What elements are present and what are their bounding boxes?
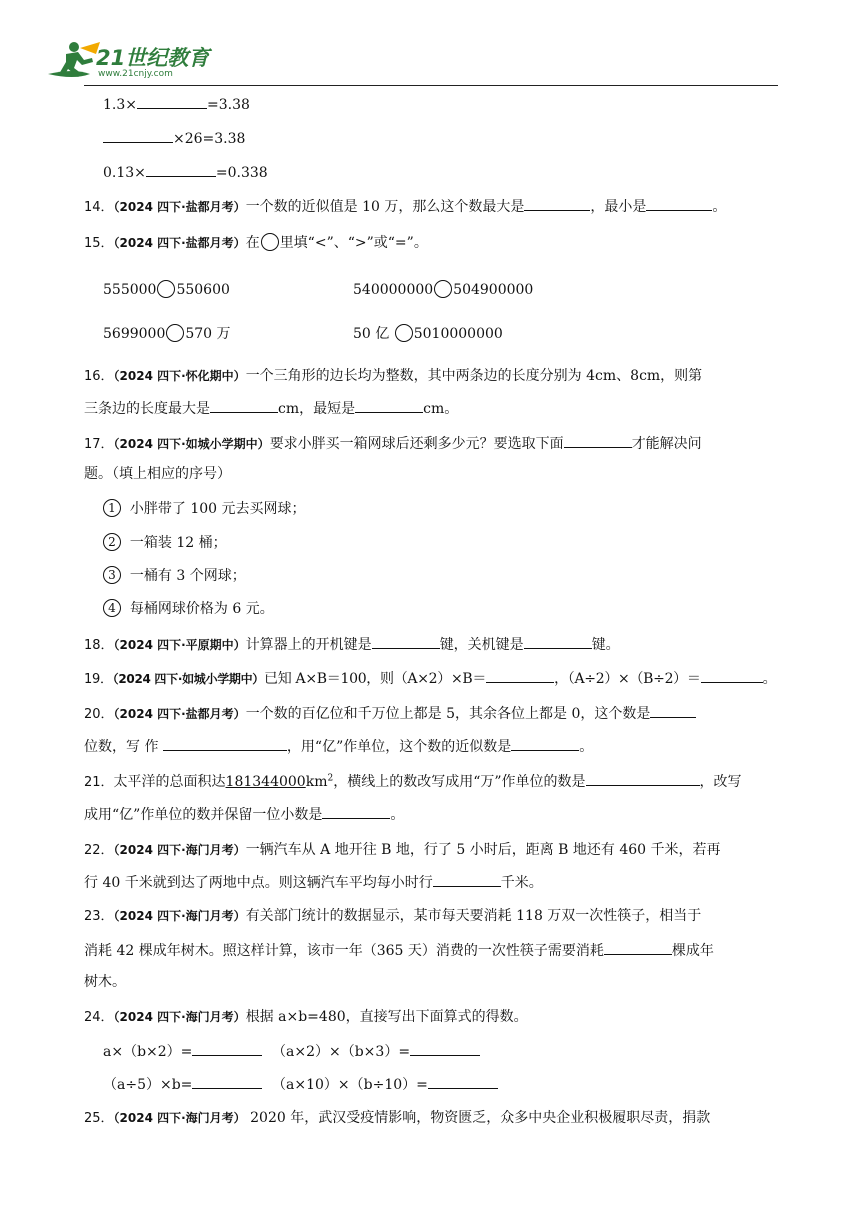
question-14: [84, 196, 726, 218]
question-number: 18．: [84, 638, 114, 653]
question-text: 在: [245, 235, 260, 251]
option-text: 一箱装 12 桶；: [129, 535, 227, 551]
compare-left: 50 亿: [353, 326, 390, 342]
question-16-cont: [84, 398, 458, 419]
question-18: [84, 634, 620, 656]
question-number: 22．: [84, 843, 114, 858]
expression-text: （a×10）×（b÷10）=: [272, 1077, 428, 1093]
option-2: [103, 533, 227, 553]
answer-blank[interactable]: [355, 398, 423, 413]
option-1: [103, 499, 306, 519]
q15-compare-4: [353, 324, 503, 344]
question-24: [84, 1007, 528, 1028]
answer-blank[interactable]: [210, 398, 278, 413]
answer-blank[interactable]: [137, 94, 207, 109]
answer-blank[interactable]: [103, 128, 173, 143]
question-19: [84, 668, 776, 690]
answer-blank[interactable]: [433, 872, 501, 887]
answer-blank[interactable]: [192, 1041, 262, 1056]
question-source: （2024 四下·如城小学期中）: [113, 437, 270, 451]
question-text: 三条边的长度最大是: [84, 401, 210, 417]
expression-text: （a×2）×（b×3）=: [272, 1044, 411, 1060]
compare-left: 540000000: [353, 282, 434, 298]
logo-text: 21世纪教育: [96, 46, 210, 70]
question-20: [84, 703, 696, 725]
answer-blank[interactable]: [511, 736, 579, 751]
q13-text: =3.38: [207, 97, 250, 113]
compare-circle-icon: [261, 233, 279, 251]
question-number: 17．: [84, 437, 114, 452]
question-text: 要求小胖买一箱网球后还剩多少元？要选取下面: [269, 436, 564, 452]
question-text: 才能解决问: [631, 436, 702, 452]
question-21: [84, 771, 742, 793]
q13-text: 1.3×: [103, 97, 137, 113]
question-source: （2024 四下·平原期中）: [113, 638, 246, 652]
question-text: ，（A÷2）×（B÷2）＝: [554, 671, 701, 687]
site-logo: [44, 38, 219, 84]
question-text: 计算器上的开机键是: [245, 637, 372, 653]
q13-line-2: [103, 128, 245, 149]
question-text: 。: [712, 199, 727, 215]
question-text: 键，关机键是: [439, 637, 524, 653]
question-text: 有关部门统计的数据显示，某市每天要消耗 118 万双一次性筷子，相当于: [245, 908, 702, 924]
question-text: 键。: [591, 637, 620, 653]
question-22: [84, 840, 721, 861]
question-text: cm。: [423, 401, 459, 417]
question-text: 。: [762, 671, 777, 687]
question-number: 14．: [84, 200, 114, 215]
answer-blank[interactable]: [646, 196, 712, 211]
question-text: cm，最短是: [278, 401, 356, 417]
question-source: （2024 四下·海门月考）: [113, 909, 246, 923]
answer-blank[interactable]: [410, 1041, 480, 1056]
q13-line-1: [103, 94, 250, 115]
question-text: 根据 a×b=480，直接写出下面算式的得数。: [245, 1009, 528, 1025]
question-20-cont: [84, 736, 593, 757]
question-23-cont: [84, 940, 714, 961]
compare-left: 5699000: [103, 326, 166, 342]
question-25: [84, 1108, 710, 1129]
question-text: ，用“亿”作单位，这个数的近似数是: [286, 739, 512, 755]
header-rule: [84, 85, 778, 86]
option-text: 每桶网球价格为 6 元。: [129, 601, 274, 617]
question-text: ，最小是: [590, 199, 647, 215]
question-source: （2024 四下·海门月考）: [113, 1010, 246, 1024]
question-number: 20．: [84, 707, 114, 722]
question-21-cont: [84, 804, 404, 825]
question-number: 21．: [84, 775, 114, 790]
compare-right: 550600: [176, 282, 230, 298]
answer-blank[interactable]: [163, 736, 287, 751]
answer-blank[interactable]: [524, 634, 592, 649]
question-text: 千米。: [500, 875, 543, 891]
question-number: 23．: [84, 909, 114, 924]
q24-expr-1: [103, 1041, 262, 1062]
underlined-number: 181344000: [225, 774, 306, 790]
question-source: （2024 四下·盐都月考）: [113, 236, 246, 250]
question-text: ，改写: [699, 774, 742, 790]
question-16: [84, 366, 702, 387]
answer-blank[interactable]: [701, 668, 763, 683]
q15-compare-3: [103, 324, 231, 344]
option-4: [103, 599, 274, 619]
q24-expr-4: [272, 1074, 498, 1095]
answer-blank[interactable]: [146, 162, 216, 177]
question-number: 16．: [84, 369, 114, 384]
expression-text: a×（b×2）=: [103, 1044, 193, 1060]
question-text: 一个数的近似值是 10 万，那么这个数最大是: [245, 199, 525, 215]
q15-compare-1: [103, 280, 230, 300]
answer-blank[interactable]: [192, 1074, 262, 1089]
q13-text: ×26=3.38: [173, 131, 246, 147]
compare-circle[interactable]: [395, 324, 413, 342]
option-marker: 1: [103, 499, 121, 517]
answer-blank[interactable]: [564, 433, 632, 448]
option-marker: 3: [103, 566, 121, 584]
compare-circle[interactable]: [157, 280, 175, 298]
answer-blank[interactable]: [322, 804, 390, 819]
question-source: （2024 四下·海门月考）: [113, 843, 246, 857]
question-text: 棵成年: [671, 943, 714, 959]
option-3: [103, 566, 246, 586]
question-text: 一个三角形的边长均为整数，其中两条边的长度分别为 4cm、8cm，则第: [245, 368, 703, 384]
question-text: 行 40 千米就到达了两地中点。则这辆汽车平均每小时行: [84, 875, 433, 891]
question-text: 2020 年，武汉受疫情影响，物资匮乏，众多中央企业积极履职尽责，捐款: [250, 1110, 711, 1126]
option-text: 一桶有 3 个网球；: [129, 568, 246, 584]
question-source: （2024 四下·怀化期中）: [113, 369, 246, 383]
q13-line-3: [103, 162, 268, 183]
compare-circle[interactable]: [166, 324, 184, 342]
answer-blank[interactable]: [650, 703, 696, 718]
compare-circle[interactable]: [434, 280, 452, 298]
question-text: 。: [390, 807, 405, 823]
logo-url: www.21cnjy.com: [98, 69, 173, 79]
question-text: 消耗 42 棵成年树木。照这样计算，该市一年（365 天）消费的一次性筷子需要消耗: [84, 943, 604, 959]
question-source: （2024 四下·海门月考）: [113, 1111, 246, 1125]
answer-blank[interactable]: [586, 771, 700, 786]
q24-expr-2: [272, 1041, 480, 1062]
answer-blank[interactable]: [428, 1074, 498, 1089]
question-text: 题。（填上相应的序号）: [84, 466, 231, 482]
answer-blank[interactable]: [486, 668, 554, 683]
question-text: 太平洋的总面积达: [113, 774, 226, 790]
question-source: （2024 四下·如城小学期中）: [112, 672, 264, 686]
question-number: 19．: [84, 672, 113, 687]
question-text: 。: [579, 739, 594, 755]
question-22-cont: [84, 872, 543, 893]
q13-text: =0.338: [215, 165, 268, 181]
q13-text: 0.13×: [103, 165, 146, 181]
question-23-cont-2: [84, 972, 126, 992]
question-text: 一个数的百亿位和千万位上都是 5，其余各位上都是 0，这个数是: [245, 706, 651, 722]
compare-right: 504900000: [453, 282, 534, 298]
unit-superscript: 2: [327, 773, 334, 784]
option-marker: 4: [103, 599, 121, 617]
question-number: 25．: [84, 1111, 114, 1126]
question-15: [84, 233, 428, 254]
question-17-cont: [84, 464, 231, 484]
question-text: 成用“亿”作单位的数并保留一位小数是: [84, 807, 323, 823]
question-number: 15．: [84, 236, 114, 251]
unit-text: km: [305, 774, 328, 790]
answer-blank[interactable]: [604, 940, 672, 955]
question-text: 位数，写 作: [84, 739, 159, 755]
question-17: [84, 433, 702, 455]
question-number: 24．: [84, 1010, 114, 1025]
question-source: （2024 四下·盐都月考）: [113, 200, 246, 214]
question-text: 已知 A×B＝100，则（A×2）×B＝: [264, 671, 487, 687]
option-text: 小胖带了 100 元去买网球；: [129, 501, 306, 517]
compare-right: 5010000000: [413, 326, 503, 342]
answer-blank[interactable]: [372, 634, 440, 649]
question-text: ，横线上的数改写成用“万”作单位的数是: [333, 774, 586, 790]
option-marker: 2: [103, 533, 121, 551]
question-text: 树木。: [84, 974, 126, 990]
answer-blank[interactable]: [524, 196, 590, 211]
question-23: [84, 906, 701, 927]
compare-left: 555000: [103, 282, 157, 298]
q24-expr-3: [103, 1074, 262, 1095]
expression-text: （a÷5）×b=: [103, 1077, 193, 1093]
question-text: 一辆汽车从 A 地开往 B 地，行了 5 小时后，距离 B 地还有 460 千米，若再: [245, 842, 721, 858]
compare-right: 570 万: [185, 326, 231, 342]
question-source: （2024 四下·盐都月考）: [113, 707, 246, 721]
q15-compare-2: [353, 280, 533, 300]
question-text: 里填“<”、“>”或“=”。: [279, 235, 428, 251]
